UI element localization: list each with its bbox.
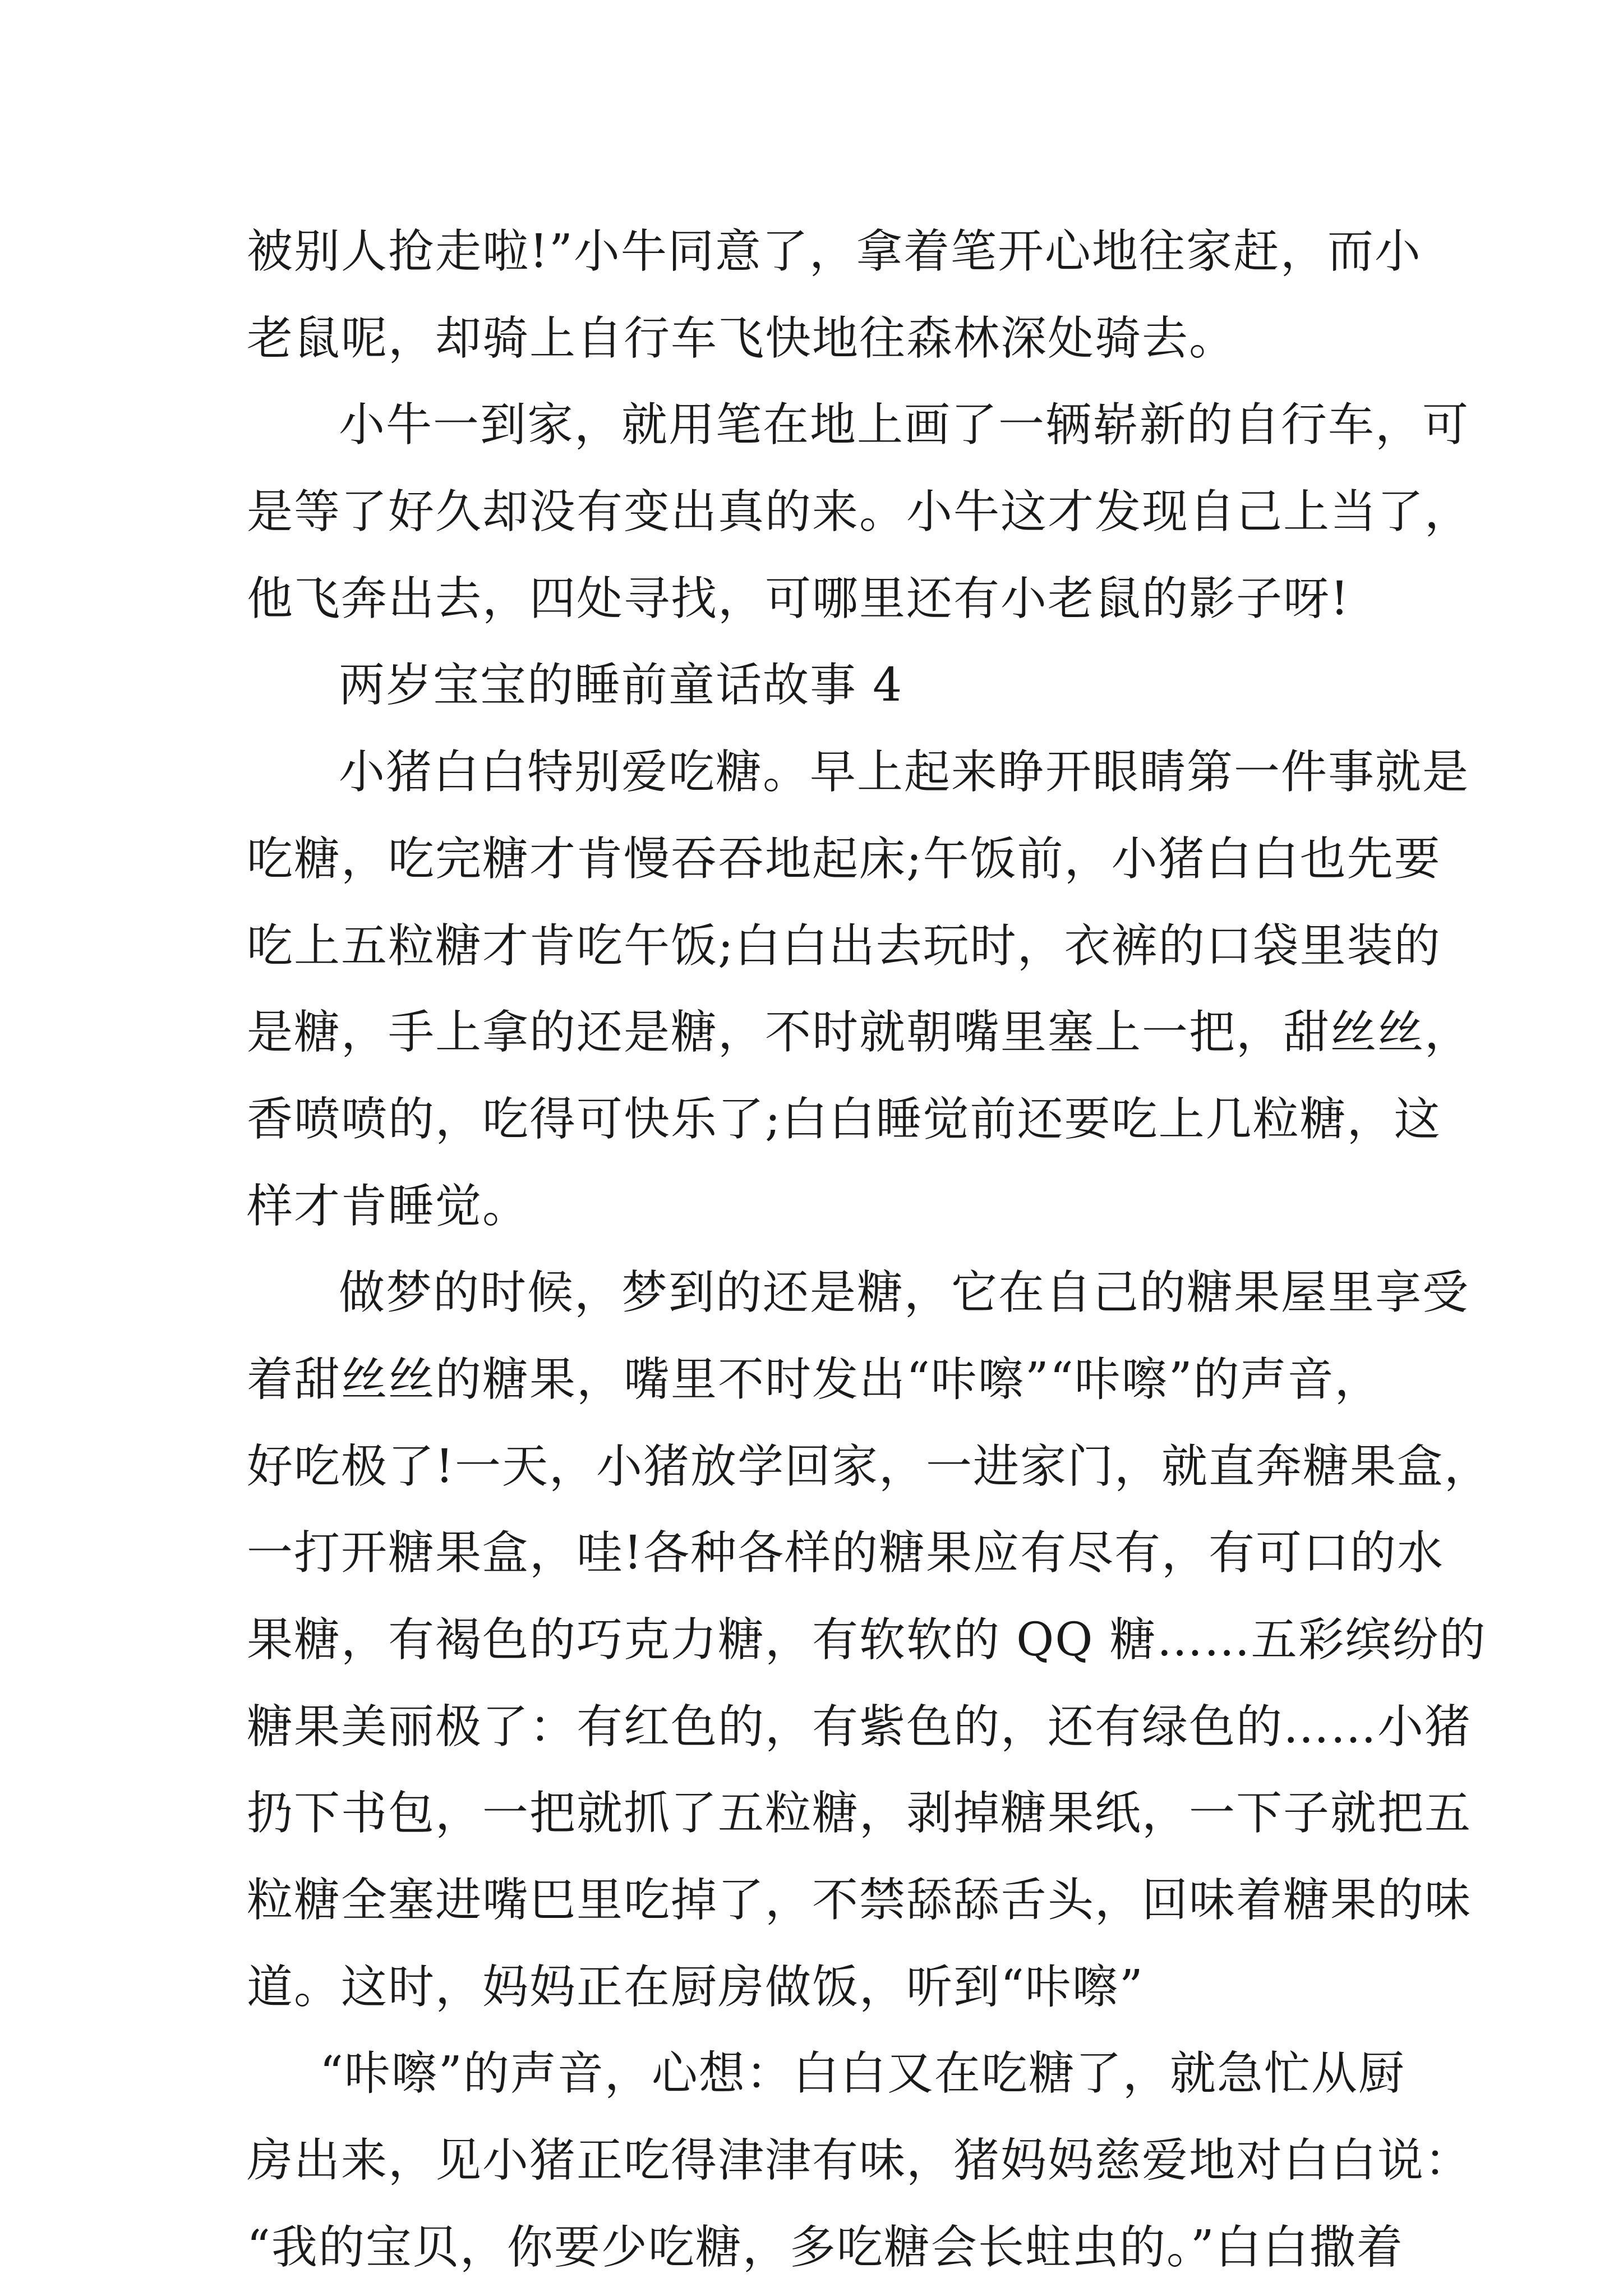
text-line: 房出来，见小猪正吃得津津有味，猪妈妈慈爱地对白白说： — [247, 2134, 1472, 2188]
text-line: 他飞奔出去，四处寻找，可哪里还有小老鼠的影子呀! — [247, 572, 1350, 625]
text-line: 吃糖，吃完糖才肯慢吞吞地起床;午饭前，小猪白白也先要 — [247, 832, 1441, 886]
text-line: 被别人抢走啦!”小牛同意了，拿着笔开心地往家赶，而小 — [247, 225, 1422, 278]
text-line: 果糖，有褐色的巧克力糖，有软软的 QQ 糖……五彩缤纷的 — [247, 1613, 1487, 1667]
text-line: 道。这时，妈妈正在厨房做饭，听到“咔嚓” — [247, 1960, 1144, 2014]
paragraph-start-line: 小牛一到家，就用笔在地上画了一辆崭新的自行车，可 — [339, 398, 1470, 452]
text-line: 老鼠呢，却骑上自行车飞快地往森林深处骑去。 — [247, 311, 1237, 365]
paragraph-start-line: 做梦的时候，梦到的还是糖，它在自己的糖果屋里享受 — [339, 1266, 1470, 1320]
text-line: 着甜丝丝的糖果，嘴里不时发出“咔嚓”“咔嚓”的声音， — [247, 1352, 1382, 1406]
text-line: “我的宝贝，你要少吃糖，多吃糖会长蛀虫的。”白白撒着 — [247, 2220, 1404, 2274]
text-line: 粒糖全塞进嘴巴里吃掉了，不禁舔舔舌头，回味着糖果的味 — [247, 1874, 1472, 1927]
text-line: 香喷喷的，吃得可快乐了;白白睡觉前还要吃上几粒糖，这 — [247, 1092, 1441, 1146]
section-heading: 两岁宝宝的睡前童话故事 4 — [339, 659, 903, 712]
text-line: 是等了好久却没有变出真的来。小牛这才发现自己上当了， — [247, 485, 1472, 539]
paragraph-start-line: 小猪白白特别爱吃糖。早上起来睁开眼睛第一件事就是 — [339, 746, 1470, 799]
text-line: 一打开糖果盒，哇!各种各样的糖果应有尽有，有可口的水 — [247, 1526, 1444, 1580]
text-line: 好吃极了!一天，小猪放学回家，一进家门，就直奔糖果盒， — [247, 1439, 1491, 1493]
text-line: 糖果美丽极了：有红色的，有紫色的，还有绿色的……小猪 — [247, 1700, 1472, 1754]
text-line: 扔下书包，一把就抓了五粒糖，剥掉糖果纸，一下子就把五 — [247, 1787, 1472, 1841]
paragraph-start-line: “咔嚓”的声音，心想：白白又在吃糖了，就急忙从厨 — [320, 2047, 1405, 2101]
text-line: 吃上五粒糖才肯吃午饭;白白出去玩时，衣裤的口袋里装的 — [247, 919, 1441, 973]
document-body — [247, 209, 1491, 2292]
text-line: 样才肯睡觉。 — [247, 1179, 530, 1233]
text-line: 是糖，手上拿的还是糖，不时就朝嘴里塞上一把，甜丝丝， — [247, 1006, 1472, 1060]
